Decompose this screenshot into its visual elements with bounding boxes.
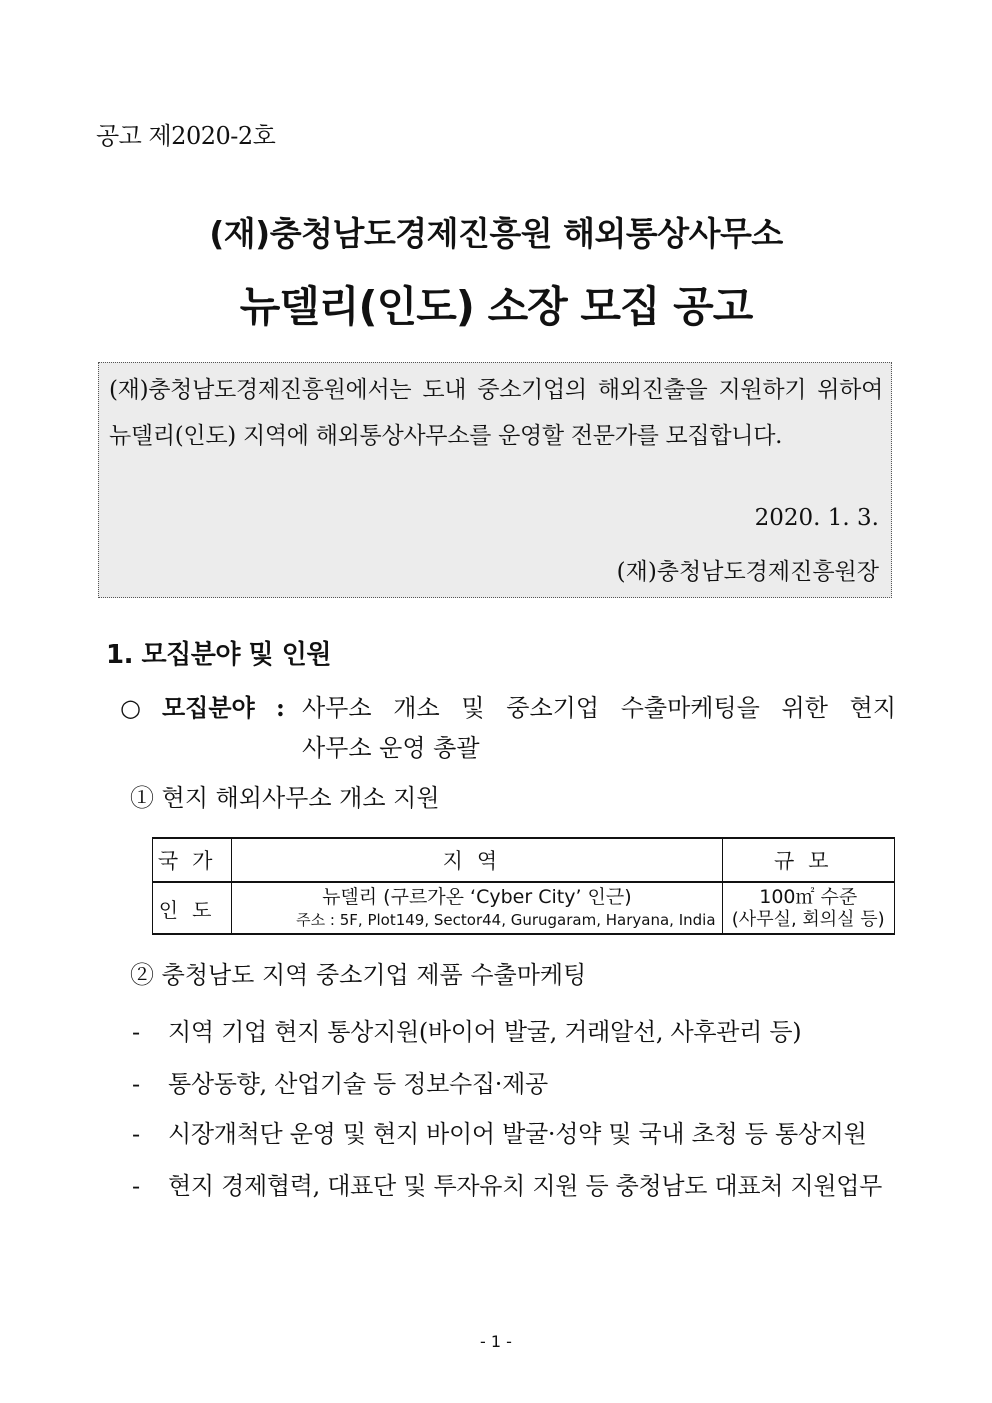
scale-rooms: (사무실, 회의실 등) (731, 909, 885, 930)
cell-scale (722, 882, 894, 934)
dash-bullet: - (132, 1070, 140, 1098)
section-heading: 1. 모집분야 및 인원 (106, 640, 331, 670)
cell-region (232, 882, 722, 934)
list-item (132, 1064, 548, 1099)
dash-bullet: - (132, 1120, 140, 1148)
header-region: 지역 (232, 838, 722, 882)
field-colon: : (276, 693, 285, 722)
region-address: 주소 : 5F, Plot149, Sector44, Gurugaram, Haryana, India (296, 911, 716, 929)
dash-bullet: - (132, 1172, 140, 1200)
region-table (152, 837, 895, 935)
region-name: 뉴델리 (구르가온 ‘Cyber City’ 인근) (322, 886, 632, 908)
intro-date: 2020. 1. 3. (754, 505, 879, 531)
subsection-export-marketing: ② 충청남도 지역 중소기업 제품 수출마케팅 (130, 961, 587, 989)
scale-size: 100㎡ 수준 (759, 886, 858, 908)
title-organization: (재)충청남도경제진흥원 해외통상사무소 (209, 214, 783, 253)
circle-bullet-icon: ○ (120, 694, 141, 722)
dash-bullet: - (132, 1018, 140, 1046)
cell-country: 인도 (153, 882, 232, 934)
intro-box (98, 362, 892, 598)
intro-signature: (재)충청남도경제진흥원장 (616, 559, 879, 585)
field-description-line2: 사무소 운영 총괄 (302, 734, 480, 762)
title-recruitment: 뉴델리(인도) 소장 모집 공고 (239, 282, 753, 331)
header-country: 국가 (153, 838, 232, 882)
intro-text: (재)충청남도경제진흥원에서는 도내 중소기업의 해외진출을 지원하기 위하여 뉴델리(인도) 지역에 해외통상사무소를 운영할 전문가를 모집합니다. (109, 377, 883, 449)
notice-number: 공고 제2020-2호 (96, 122, 276, 150)
list-item-text: 시장개척단 운영 및 현지 바이어 발굴·성약 및 국내 초청 등 통상지원 (168, 1120, 867, 1148)
table-header-row (153, 838, 895, 882)
table-row (153, 882, 895, 934)
list-item (132, 1166, 882, 1201)
list-item-text: 현지 경제협력, 대표단 및 투자유치 지원 등 충청남도 대표처 지원업무 (168, 1172, 883, 1200)
list-item (132, 1012, 801, 1047)
list-item-text: 통상동향, 산업기술 등 정보수집·제공 (168, 1070, 548, 1098)
subsection-office-opening: ① 현지 해외사무소 개소 지원 (130, 784, 440, 812)
field-label: 모집분야 (162, 694, 255, 722)
field-description-line1: 사무소 개소 및 중소기업 수출마케팅을 위한 현지 (302, 694, 896, 722)
page-number: - 1 - (480, 1332, 512, 1351)
list-item-text: 지역 기업 현지 통상지원(바이어 발굴, 거래알선, 사후관리 등) (168, 1018, 802, 1046)
list-item (132, 1114, 867, 1149)
header-scale: 규모 (722, 838, 894, 882)
